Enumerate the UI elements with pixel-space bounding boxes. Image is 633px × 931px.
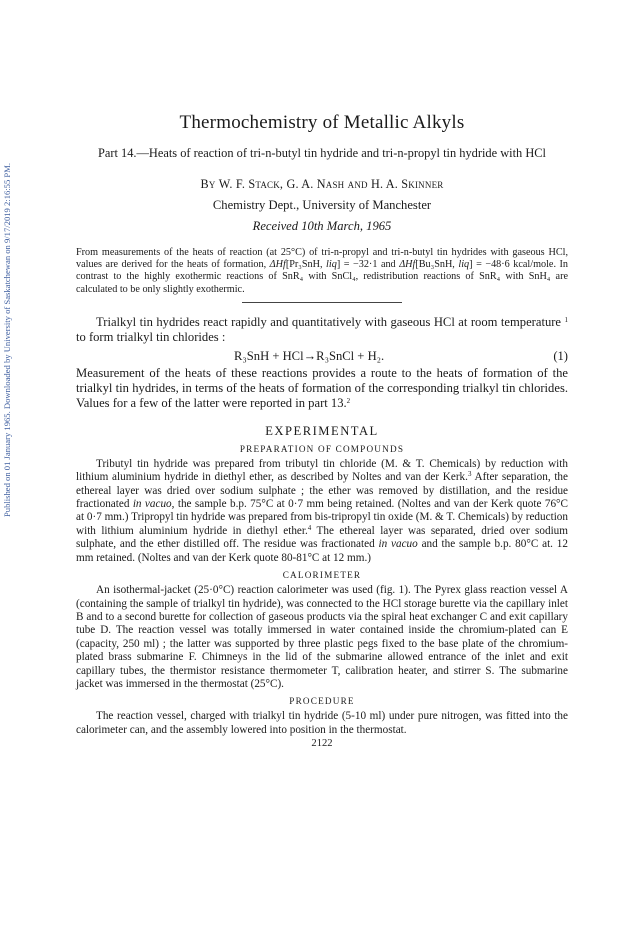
intro-text-3: Measurement of the heats of these reactions provides a route to the heats of formation of the trialkyl tin hydrides, in terms of the heats of formation of the corresponding trialkyl tin chlorides. Values for a few of the latter were reported in part 13. [76,365,568,411]
preparation-heading: PREPARATION OF COMPOUNDS [239,443,405,454]
article-title: Thermochemistry of Metallic Alkyls [179,112,465,133]
abstract-text-4: [Bu₃SnH, [415,259,459,271]
in-vacuo-term-2: in vacuo [378,538,418,551]
abstract [76,247,568,296]
prep-text-3: , the sample b.p. 75°C at 0·7 mm being retained. (Noltes and van der Kerk quote 76°C at 0·7 mm.) Tripropyl tin hydride was prepared from bis-tripropyl tin oxide (M. & T. Chemicals) by reduction with lithium aluminium hydride in diethyl ether. [76,498,568,537]
publication-watermark: Published on 01 January 1965. Downloaded by University of Saskatchewan on 9/17/2019 2:16:55 PM. [2,163,12,517]
calorimeter-paragraph: An isothermal-jacket (25·0°C) reaction calorimeter was used (fig. 1). The Pyrex glass reaction vessel A (containing the sample of trialkyl tin hydride), was connected to the HCl storage burette via the capillary inlet B and to a second burette for collection of gaseous products via the spiral heat exchanger C and exit capillary tube D. The reaction vessel was totally immersed in water contained inside the chromium-plated can E (capacity, 250 ml) ; the latter was supported by three plastic pegs fixed to the base plate of the chromium-plated brass submarine F. Chimneys in the lid of the submarine allowed entrance of the inlet and exit capillary tubes, the thermistor resistance thermometer T, calibration heater, and stirrer S. The submarine jacket was immersed in the thermostat (25°C). [76,584,568,690]
author-stack: W. F. Stack, [218,177,284,191]
section-divider [242,302,402,303]
abstract-text-5: ] = −48·6 kcal/mole. In contrast to the highly exothermic reactions of SnR₄ with SnCl₄, redistribution reactions of SnR₄ with SnH₄ are calculated to be only slightly exothermic. [76,259,569,295]
affiliation: Chemistry Dept., University of Manchester [212,198,432,212]
experimental-heading: EXPERIMENTAL [265,423,379,438]
state-label-2: liq [458,259,470,271]
abstract-text-1: From measurements of the heats of reaction (at 25°C) of tri-n-propyl and tri-n-butyl tin hydrides with gaseous HCl, values are derived for the heats of formation, [76,247,568,271]
received-value: 10th March, 1965 [301,219,392,233]
prep-text-2: After separation, the ethereal layer was dried over sodium sulphate ; the ether was removed by distillation, and the residue fractionated [76,471,568,511]
by-label: By [200,177,216,191]
in-vacuo-term-1: in vacuo [132,498,172,511]
intro-text-2: to form trialkyl tin chlorides : [76,330,226,345]
enthalpy-symbol-1: ΔHf [269,259,286,271]
author-line [76,177,568,192]
intro-text-1: Trialkyl tin hydrides react rapidly and quantitatively with gaseous HCl at room temperature [96,314,565,329]
received-label: Received [252,219,299,233]
intro-paragraph-1 [76,315,568,346]
author-skinner: H. A. Skinner [370,177,444,191]
preparation-paragraph [76,458,568,565]
enthalpy-symbol-2: ΔHf [399,259,416,271]
equation-1 [76,348,568,364]
equation-expression: R₃SnH + HCl→R₃SnCl + H₂. [234,348,385,363]
abstract-text-2: [Pr₃SnH, [285,259,327,271]
equation-number: (1) [553,348,568,363]
reference-marker-1[interactable]: 1 [564,315,568,324]
reference-marker-4[interactable]: 4 [307,523,312,532]
state-label-1: liq [326,259,337,271]
calorimeter-heading: CALORIMETER [282,570,362,581]
prep-text-1: Tributyl tin hydride was prepared from tributyl tin chloride (M. & T. Chemicals) by reduction with lithium aluminium hydride in diethyl ether, as described by Noltes and van der Kerk. [76,457,568,484]
received-date [76,219,568,234]
intro-paragraph-2 [76,366,568,412]
article-page [76,112,568,749]
abstract-text-3: ] = −32·1 and [336,259,400,271]
prep-text-5: and the sample b.p. 80°C at. 12 mm retained. (Noltes and van der Kerk quote 80-81°C at 12 mm.) [76,538,568,564]
article-subtitle: Part 14.—Heats of reaction of tri-n-butyl tin hydride and tri-n-propyl tin hydride with HCl [97,146,547,160]
author-nash: G. A. Nash [286,177,345,191]
page-number: 2122 [311,738,333,750]
prep-text-4: The ethereal layer was separated, dried over sodium sulphate, and the ether distilled off. The residue was fractionated [76,524,568,551]
procedure-paragraph: The reaction vessel, charged with trialkyl tin hydride (5-10 ml) under pure nitrogen, was fitted into the calorimeter can, and the assembly lowered into position in the thermostat. [76,710,568,736]
reference-marker-2[interactable]: 2 [346,397,351,406]
reference-marker-3[interactable]: 3 [467,470,472,479]
author-conjunction: and [347,177,368,191]
procedure-heading: PROCEDURE [289,696,355,707]
